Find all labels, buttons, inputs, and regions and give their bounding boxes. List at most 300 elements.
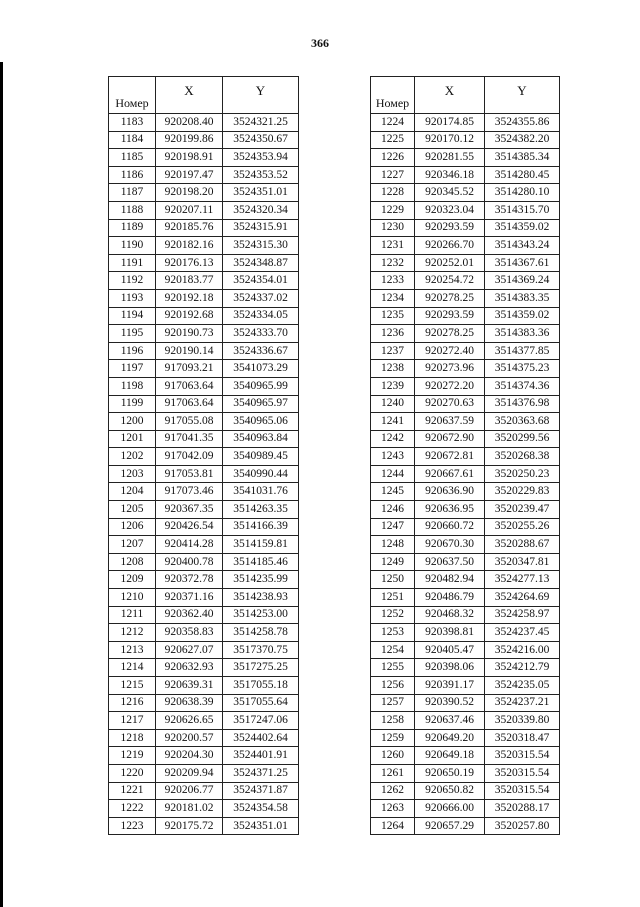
- table-row: [371, 606, 560, 624]
- point-number-cell: 1263: [371, 800, 415, 818]
- x-coordinate-cell: 920666.00: [415, 800, 485, 818]
- table-row: [109, 377, 299, 395]
- y-coordinate-cell: 3514376.98: [485, 395, 560, 413]
- y-coordinate-cell: 3514315.70: [485, 201, 560, 219]
- y-coordinate-cell: 3514258.78: [223, 624, 299, 642]
- table-row: [371, 536, 560, 554]
- x-coordinate-cell: 917053.81: [156, 465, 223, 483]
- y-coordinate-cell: 3524237.21: [485, 694, 560, 712]
- table-row: [109, 114, 299, 132]
- table-row: [109, 782, 299, 800]
- column-header-number: Номер: [371, 77, 415, 114]
- x-coordinate-cell: 920185.76: [156, 219, 223, 237]
- x-coordinate-cell: 920627.07: [156, 641, 223, 659]
- x-coordinate-cell: 920672.81: [415, 448, 485, 466]
- point-number-cell: 1235: [371, 307, 415, 325]
- table-row: [109, 325, 299, 343]
- x-coordinate-cell: 920639.31: [156, 677, 223, 695]
- table-row: [109, 589, 299, 607]
- point-number-cell: 1213: [109, 641, 156, 659]
- y-coordinate-cell: 3540965.06: [223, 413, 299, 431]
- point-number-cell: 1236: [371, 325, 415, 343]
- coordinates-table-left: [108, 76, 299, 835]
- table-row: [109, 571, 299, 589]
- y-coordinate-cell: 3524371.25: [223, 764, 299, 782]
- point-number-cell: 1203: [109, 465, 156, 483]
- table-row: [109, 800, 299, 818]
- point-number-cell: 1226: [371, 149, 415, 167]
- table-row: [371, 360, 560, 378]
- table-row: [109, 166, 299, 184]
- point-number-cell: 1208: [109, 553, 156, 571]
- table-row: [371, 149, 560, 167]
- point-number-cell: 1230: [371, 219, 415, 237]
- x-coordinate-cell: 920206.77: [156, 782, 223, 800]
- x-coordinate-cell: 920183.77: [156, 272, 223, 290]
- x-coordinate-cell: 920670.30: [415, 536, 485, 554]
- point-number-cell: 1231: [371, 237, 415, 255]
- y-coordinate-cell: 3520268.38: [485, 448, 560, 466]
- x-coordinate-cell: 920207.11: [156, 201, 223, 219]
- point-number-cell: 1223: [109, 817, 156, 835]
- table-row: [109, 201, 299, 219]
- x-coordinate-cell: 920426.54: [156, 518, 223, 536]
- y-coordinate-cell: 3541031.76: [223, 483, 299, 501]
- point-number-cell: 1262: [371, 782, 415, 800]
- table-row: [109, 219, 299, 237]
- y-coordinate-cell: 3540965.99: [223, 377, 299, 395]
- y-coordinate-cell: 3524333.70: [223, 325, 299, 343]
- y-coordinate-cell: 3514359.02: [485, 307, 560, 325]
- y-coordinate-cell: 3524315.91: [223, 219, 299, 237]
- point-number-cell: 1204: [109, 483, 156, 501]
- table-row: [109, 764, 299, 782]
- point-number-cell: 1224: [371, 114, 415, 132]
- y-coordinate-cell: 3514185.46: [223, 553, 299, 571]
- x-coordinate-cell: 920266.70: [415, 237, 485, 255]
- table-row: [371, 764, 560, 782]
- x-coordinate-cell: 920270.63: [415, 395, 485, 413]
- x-coordinate-cell: 920192.18: [156, 289, 223, 307]
- y-coordinate-cell: 3520288.67: [485, 536, 560, 554]
- table-row: [371, 501, 560, 519]
- x-coordinate-cell: 920667.61: [415, 465, 485, 483]
- x-coordinate-cell: 920209.94: [156, 764, 223, 782]
- point-number-cell: 1219: [109, 747, 156, 765]
- y-coordinate-cell: 3520229.83: [485, 483, 560, 501]
- table-row: [371, 413, 560, 431]
- y-coordinate-cell: 3514369.24: [485, 272, 560, 290]
- point-number-cell: 1229: [371, 201, 415, 219]
- x-coordinate-cell: 920372.78: [156, 571, 223, 589]
- point-number-cell: 1249: [371, 553, 415, 571]
- table-row: [109, 694, 299, 712]
- point-number-cell: 1207: [109, 536, 156, 554]
- y-coordinate-cell: 3524315.30: [223, 237, 299, 255]
- table-row: [371, 166, 560, 184]
- table-row: [371, 131, 560, 149]
- point-number-cell: 1245: [371, 483, 415, 501]
- point-number-cell: 1246: [371, 501, 415, 519]
- table-row: [371, 114, 560, 132]
- y-coordinate-cell: 3524355.86: [485, 114, 560, 132]
- table-row: [371, 800, 560, 818]
- x-coordinate-cell: 920323.04: [415, 201, 485, 219]
- table-row: [371, 219, 560, 237]
- column-header-x: X: [415, 77, 485, 114]
- table-row: [371, 712, 560, 730]
- y-coordinate-cell: 3514359.02: [485, 219, 560, 237]
- table-row: [109, 817, 299, 835]
- point-number-cell: 1210: [109, 589, 156, 607]
- y-coordinate-cell: 3514367.61: [485, 254, 560, 272]
- y-coordinate-cell: 3520288.17: [485, 800, 560, 818]
- table-row: [371, 747, 560, 765]
- point-number-cell: 1260: [371, 747, 415, 765]
- point-number-cell: 1196: [109, 342, 156, 360]
- point-number-cell: 1238: [371, 360, 415, 378]
- point-number-cell: 1251: [371, 589, 415, 607]
- page-number: 366: [311, 36, 329, 50]
- x-coordinate-cell: 920345.52: [415, 184, 485, 202]
- point-number-cell: 1192: [109, 272, 156, 290]
- point-number-cell: 1241: [371, 413, 415, 431]
- x-coordinate-cell: 920199.86: [156, 131, 223, 149]
- table-row: [371, 237, 560, 255]
- x-coordinate-cell: 920181.02: [156, 800, 223, 818]
- table-row: [109, 729, 299, 747]
- point-number-cell: 1191: [109, 254, 156, 272]
- point-number-cell: 1243: [371, 448, 415, 466]
- table-row: [371, 395, 560, 413]
- x-coordinate-cell: 920660.72: [415, 518, 485, 536]
- y-coordinate-cell: 3514383.35: [485, 289, 560, 307]
- point-number-cell: 1256: [371, 677, 415, 695]
- table-row: [109, 518, 299, 536]
- point-number-cell: 1187: [109, 184, 156, 202]
- x-coordinate-cell: 920367.35: [156, 501, 223, 519]
- point-number-cell: 1257: [371, 694, 415, 712]
- coordinates-table-right: [370, 76, 560, 835]
- table-row: [371, 201, 560, 219]
- point-number-cell: 1212: [109, 624, 156, 642]
- table-row: [371, 342, 560, 360]
- y-coordinate-cell: 3524258.97: [485, 606, 560, 624]
- y-coordinate-cell: 3514374.36: [485, 377, 560, 395]
- x-coordinate-cell: 920293.59: [415, 219, 485, 237]
- x-coordinate-cell: 920293.59: [415, 307, 485, 325]
- y-coordinate-cell: 3540989.45: [223, 448, 299, 466]
- table-row: [371, 289, 560, 307]
- y-coordinate-cell: 3520339.80: [485, 712, 560, 730]
- table-row: [109, 237, 299, 255]
- table-row: [371, 184, 560, 202]
- table-row: [371, 272, 560, 290]
- point-number-cell: 1205: [109, 501, 156, 519]
- x-coordinate-cell: 920278.25: [415, 325, 485, 343]
- table-row: [371, 571, 560, 589]
- table-row: [109, 254, 299, 272]
- x-coordinate-cell: 920636.90: [415, 483, 485, 501]
- y-coordinate-cell: 3524350.67: [223, 131, 299, 149]
- table-row: [109, 659, 299, 677]
- table-row: [109, 747, 299, 765]
- x-coordinate-cell: 920170.12: [415, 131, 485, 149]
- point-number-cell: 1233: [371, 272, 415, 290]
- y-coordinate-cell: 3524237.45: [485, 624, 560, 642]
- y-coordinate-cell: 3514159.81: [223, 536, 299, 554]
- point-number-cell: 1220: [109, 764, 156, 782]
- point-number-cell: 1216: [109, 694, 156, 712]
- y-coordinate-cell: 3541073.29: [223, 360, 299, 378]
- x-coordinate-cell: 920192.68: [156, 307, 223, 325]
- y-coordinate-cell: 3520318.47: [485, 729, 560, 747]
- column-header-y: Y: [485, 77, 560, 114]
- x-coordinate-cell: 920278.25: [415, 289, 485, 307]
- point-number-cell: 1201: [109, 430, 156, 448]
- y-coordinate-cell: 3524402.64: [223, 729, 299, 747]
- x-coordinate-cell: 917093.21: [156, 360, 223, 378]
- table-row: [109, 553, 299, 571]
- point-number-cell: 1247: [371, 518, 415, 536]
- point-number-cell: 1215: [109, 677, 156, 695]
- y-coordinate-cell: 3520250.23: [485, 465, 560, 483]
- point-number-cell: 1239: [371, 377, 415, 395]
- table-row: [371, 430, 560, 448]
- x-coordinate-cell: 920174.85: [415, 114, 485, 132]
- table-row: [109, 184, 299, 202]
- x-coordinate-cell: 917073.46: [156, 483, 223, 501]
- column-header-y: Y: [223, 77, 299, 114]
- y-coordinate-cell: 3524264.69: [485, 589, 560, 607]
- x-coordinate-cell: 917063.64: [156, 395, 223, 413]
- x-coordinate-cell: 920636.95: [415, 501, 485, 519]
- point-number-cell: 1189: [109, 219, 156, 237]
- table-header-row: [371, 77, 560, 114]
- point-number-cell: 1185: [109, 149, 156, 167]
- y-coordinate-cell: 3524321.25: [223, 114, 299, 132]
- x-coordinate-cell: 920358.83: [156, 624, 223, 642]
- x-coordinate-cell: 917042.09: [156, 448, 223, 466]
- point-number-cell: 1190: [109, 237, 156, 255]
- point-number-cell: 1209: [109, 571, 156, 589]
- y-coordinate-cell: 3514375.23: [485, 360, 560, 378]
- table-row: [109, 606, 299, 624]
- x-coordinate-cell: 920657.29: [415, 817, 485, 835]
- x-coordinate-cell: 920273.96: [415, 360, 485, 378]
- y-coordinate-cell: 3524212.79: [485, 659, 560, 677]
- x-coordinate-cell: 920346.18: [415, 166, 485, 184]
- table-row: [109, 536, 299, 554]
- table-row: [371, 589, 560, 607]
- x-coordinate-cell: 920175.72: [156, 817, 223, 835]
- point-number-cell: 1255: [371, 659, 415, 677]
- x-coordinate-cell: 917041.35: [156, 430, 223, 448]
- x-coordinate-cell: 920254.72: [415, 272, 485, 290]
- table-row: [109, 342, 299, 360]
- point-number-cell: 1261: [371, 764, 415, 782]
- y-coordinate-cell: 3514280.45: [485, 166, 560, 184]
- x-coordinate-cell: 920198.91: [156, 149, 223, 167]
- x-coordinate-cell: 920637.46: [415, 712, 485, 730]
- point-number-cell: 1248: [371, 536, 415, 554]
- point-number-cell: 1193: [109, 289, 156, 307]
- y-coordinate-cell: 3524235.05: [485, 677, 560, 695]
- x-coordinate-cell: 920252.01: [415, 254, 485, 272]
- y-coordinate-cell: 3517247.06: [223, 712, 299, 730]
- table-row: [109, 712, 299, 730]
- x-coordinate-cell: 920405.47: [415, 641, 485, 659]
- y-coordinate-cell: 3520239.47: [485, 501, 560, 519]
- point-number-cell: 1217: [109, 712, 156, 730]
- x-coordinate-cell: 920398.81: [415, 624, 485, 642]
- point-number-cell: 1252: [371, 606, 415, 624]
- y-coordinate-cell: 3540965.97: [223, 395, 299, 413]
- table-row: [109, 289, 299, 307]
- table-row: [371, 325, 560, 343]
- table-row: [371, 817, 560, 835]
- x-coordinate-cell: 920197.47: [156, 166, 223, 184]
- y-coordinate-cell: 3514343.24: [485, 237, 560, 255]
- x-coordinate-cell: 920637.59: [415, 413, 485, 431]
- y-coordinate-cell: 3514385.34: [485, 149, 560, 167]
- x-coordinate-cell: 920200.57: [156, 729, 223, 747]
- table-row: [371, 465, 560, 483]
- y-coordinate-cell: 3524351.01: [223, 184, 299, 202]
- y-coordinate-cell: 3524351.01: [223, 817, 299, 835]
- x-coordinate-cell: 920650.82: [415, 782, 485, 800]
- x-coordinate-cell: 920182.16: [156, 237, 223, 255]
- y-coordinate-cell: 3517370.75: [223, 641, 299, 659]
- x-coordinate-cell: 917055.08: [156, 413, 223, 431]
- y-coordinate-cell: 3524336.67: [223, 342, 299, 360]
- y-coordinate-cell: 3514166.39: [223, 518, 299, 536]
- x-coordinate-cell: 920649.18: [415, 747, 485, 765]
- y-coordinate-cell: 3540963.84: [223, 430, 299, 448]
- table-row: [109, 307, 299, 325]
- point-number-cell: 1240: [371, 395, 415, 413]
- table-row: [371, 677, 560, 695]
- y-coordinate-cell: 3514377.85: [485, 342, 560, 360]
- y-coordinate-cell: 3524382.20: [485, 131, 560, 149]
- y-coordinate-cell: 3520257.80: [485, 817, 560, 835]
- y-coordinate-cell: 3520347.81: [485, 553, 560, 571]
- point-number-cell: 1254: [371, 641, 415, 659]
- table-row: [109, 131, 299, 149]
- y-coordinate-cell: 3514235.99: [223, 571, 299, 589]
- table-row: [109, 483, 299, 501]
- point-number-cell: 1186: [109, 166, 156, 184]
- point-number-cell: 1237: [371, 342, 415, 360]
- x-coordinate-cell: 920390.52: [415, 694, 485, 712]
- x-coordinate-cell: 920198.20: [156, 184, 223, 202]
- scan-margin-bar: [0, 62, 3, 907]
- x-coordinate-cell: 920398.06: [415, 659, 485, 677]
- table-row: [109, 677, 299, 695]
- y-coordinate-cell: 3520255.26: [485, 518, 560, 536]
- x-coordinate-cell: 920208.40: [156, 114, 223, 132]
- y-coordinate-cell: 3520299.56: [485, 430, 560, 448]
- table-row: [109, 641, 299, 659]
- table-row: [371, 307, 560, 325]
- y-coordinate-cell: 3524277.13: [485, 571, 560, 589]
- x-coordinate-cell: 920637.50: [415, 553, 485, 571]
- y-coordinate-cell: 3514238.93: [223, 589, 299, 607]
- table-row: [371, 553, 560, 571]
- y-coordinate-cell: 3517275.25: [223, 659, 299, 677]
- table-row: [371, 254, 560, 272]
- point-number-cell: 1228: [371, 184, 415, 202]
- table-body-right: [371, 114, 560, 835]
- y-coordinate-cell: 3514263.35: [223, 501, 299, 519]
- x-coordinate-cell: 920650.19: [415, 764, 485, 782]
- x-coordinate-cell: 920400.78: [156, 553, 223, 571]
- y-coordinate-cell: 3520315.54: [485, 782, 560, 800]
- table-row: [109, 395, 299, 413]
- y-coordinate-cell: 3514280.10: [485, 184, 560, 202]
- point-number-cell: 1258: [371, 712, 415, 730]
- x-coordinate-cell: 920632.93: [156, 659, 223, 677]
- point-number-cell: 1211: [109, 606, 156, 624]
- table-row: [371, 659, 560, 677]
- y-coordinate-cell: 3524337.02: [223, 289, 299, 307]
- point-number-cell: 1214: [109, 659, 156, 677]
- table-row: [371, 377, 560, 395]
- table-row: [371, 782, 560, 800]
- column-header-number: Номер: [109, 77, 156, 114]
- point-number-cell: 1253: [371, 624, 415, 642]
- x-coordinate-cell: 920672.90: [415, 430, 485, 448]
- x-coordinate-cell: 920486.79: [415, 589, 485, 607]
- x-coordinate-cell: 917063.64: [156, 377, 223, 395]
- y-coordinate-cell: 3524353.52: [223, 166, 299, 184]
- table-row: [109, 448, 299, 466]
- x-coordinate-cell: 920190.14: [156, 342, 223, 360]
- y-coordinate-cell: 3524320.34: [223, 201, 299, 219]
- table-row: [109, 430, 299, 448]
- point-number-cell: 1218: [109, 729, 156, 747]
- point-number-cell: 1195: [109, 325, 156, 343]
- column-header-x: X: [156, 77, 223, 114]
- y-coordinate-cell: 3520363.68: [485, 413, 560, 431]
- y-coordinate-cell: 3524348.87: [223, 254, 299, 272]
- point-number-cell: 1264: [371, 817, 415, 835]
- point-number-cell: 1183: [109, 114, 156, 132]
- point-number-cell: 1200: [109, 413, 156, 431]
- x-coordinate-cell: 920391.17: [415, 677, 485, 695]
- table-row: [109, 413, 299, 431]
- point-number-cell: 1188: [109, 201, 156, 219]
- x-coordinate-cell: 920414.28: [156, 536, 223, 554]
- point-number-cell: 1250: [371, 571, 415, 589]
- y-coordinate-cell: 3524371.87: [223, 782, 299, 800]
- table-row: [371, 694, 560, 712]
- table-row: [109, 501, 299, 519]
- point-number-cell: 1234: [371, 289, 415, 307]
- point-number-cell: 1197: [109, 360, 156, 378]
- point-number-cell: 1202: [109, 448, 156, 466]
- y-coordinate-cell: 3520315.54: [485, 747, 560, 765]
- y-coordinate-cell: 3524334.05: [223, 307, 299, 325]
- x-coordinate-cell: 920468.32: [415, 606, 485, 624]
- point-number-cell: 1199: [109, 395, 156, 413]
- table-row: [371, 518, 560, 536]
- point-number-cell: 1225: [371, 131, 415, 149]
- point-number-cell: 1222: [109, 800, 156, 818]
- point-number-cell: 1227: [371, 166, 415, 184]
- table-row: [109, 465, 299, 483]
- table-row: [371, 641, 560, 659]
